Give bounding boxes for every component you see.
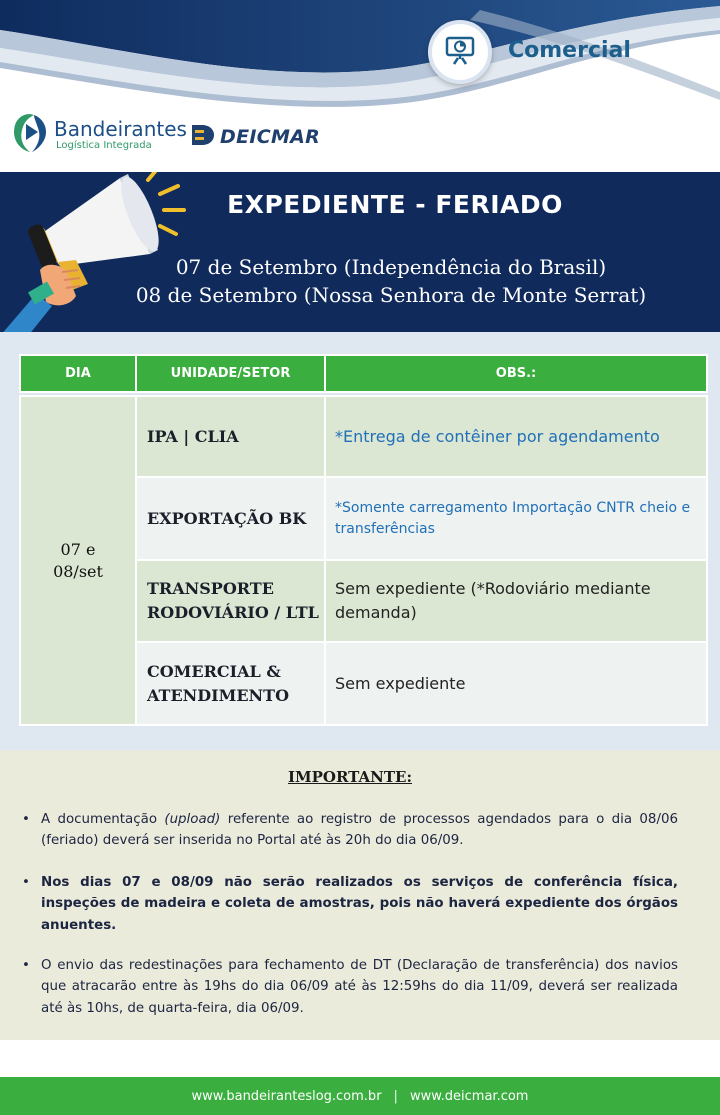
schedule-table [19, 354, 708, 726]
obs-cell: Sem expediente (*Rodoviário mediante demanda) [325, 560, 707, 642]
day-text: 07 e 08/set [53, 539, 103, 581]
column-header-dia: DIA [20, 355, 136, 392]
bullet-text: Nos dias 07 e 08/09 não serão realizados os serviços de conferência física, inspeções de madeira e coleta de amostras, pois não haverá expediente dos órgãos anuentes. [41, 875, 678, 933]
day-cell [20, 396, 136, 725]
obs-cell: Sem expediente [325, 642, 707, 725]
important-section [0, 750, 720, 1040]
unit-cell: IPA | CLIA [136, 396, 325, 477]
unit-cell: EXPORTAÇÃO BK [136, 477, 325, 560]
badge [428, 20, 492, 84]
bullet-dot: • [22, 812, 30, 827]
important-bullet [22, 955, 678, 1019]
unit-cell: TRANSPORTE RODOVIÁRIO / LTL [136, 560, 325, 642]
bandeirantes-mark-icon [12, 112, 48, 158]
deicmar-logo [190, 122, 320, 152]
bandeirantes-logo [12, 112, 187, 158]
logo-primary-text: Bandeirantes [54, 117, 187, 141]
footer-separator: | [393, 1088, 398, 1104]
footer-link-deicmar[interactable]: www.deicmar.com [409, 1088, 529, 1104]
header [0, 0, 720, 172]
logo-secondary-text: Logística Integrada [56, 140, 152, 151]
banner-date-line-2: 08 de Setembro (Nossa Senhora de Monte Serrat) [135, 283, 647, 307]
bullet-text: O envio das redestinações para fechamento de DT (Declaração de transferência) dos navios que atracarão entre às 19hs do dia 06/09 até às 12:59hs do dia 11/09, deverá ser realizada até às 10hs, de quarta-feira, dia 06/09. [41, 958, 678, 1016]
deicmar-mark-icon [190, 122, 216, 152]
important-bullet [22, 809, 678, 852]
presentation-board-icon [443, 33, 477, 71]
important-title: IMPORTANTE: [288, 768, 412, 786]
column-header-obs: OBS.: [325, 355, 707, 392]
table-header-row [20, 355, 707, 392]
column-header-unidade: UNIDADE/SETOR [136, 355, 325, 392]
schedule-section [0, 332, 720, 750]
banner-date-line-1: 07 de Setembro (Independência do Brasil) [175, 255, 607, 279]
obs-cell: *Entrega de contêiner por agendamento [325, 396, 707, 477]
table-row [20, 396, 707, 477]
bullet-text: referente ao registro de processos agendados para o dia 08/06 (feriado) deverá ser inserida no Portal até às 20h do dia 06/09. [41, 812, 678, 849]
footer [0, 1077, 720, 1115]
footer-link-bandeirantes[interactable]: www.bandeiranteslog.com.br [191, 1088, 382, 1104]
bullet-dot: • [22, 875, 30, 890]
bullet-text: A documentação [41, 812, 165, 827]
deicmar-text: DEICMAR [220, 126, 321, 148]
bullet-dot: • [22, 958, 30, 973]
badge-title: Comercial [508, 38, 631, 63]
important-bullet [22, 872, 678, 936]
unit-cell: COMERCIAL & ATENDIMENTO [136, 642, 325, 725]
bullet-emphasis: (upload) [164, 812, 221, 827]
banner-title: EXPEDIENTE - FERIADO [227, 190, 563, 219]
obs-cell: *Somente carregamento Importação CNTR cheio e transferências [325, 477, 707, 560]
holiday-banner [0, 172, 720, 332]
